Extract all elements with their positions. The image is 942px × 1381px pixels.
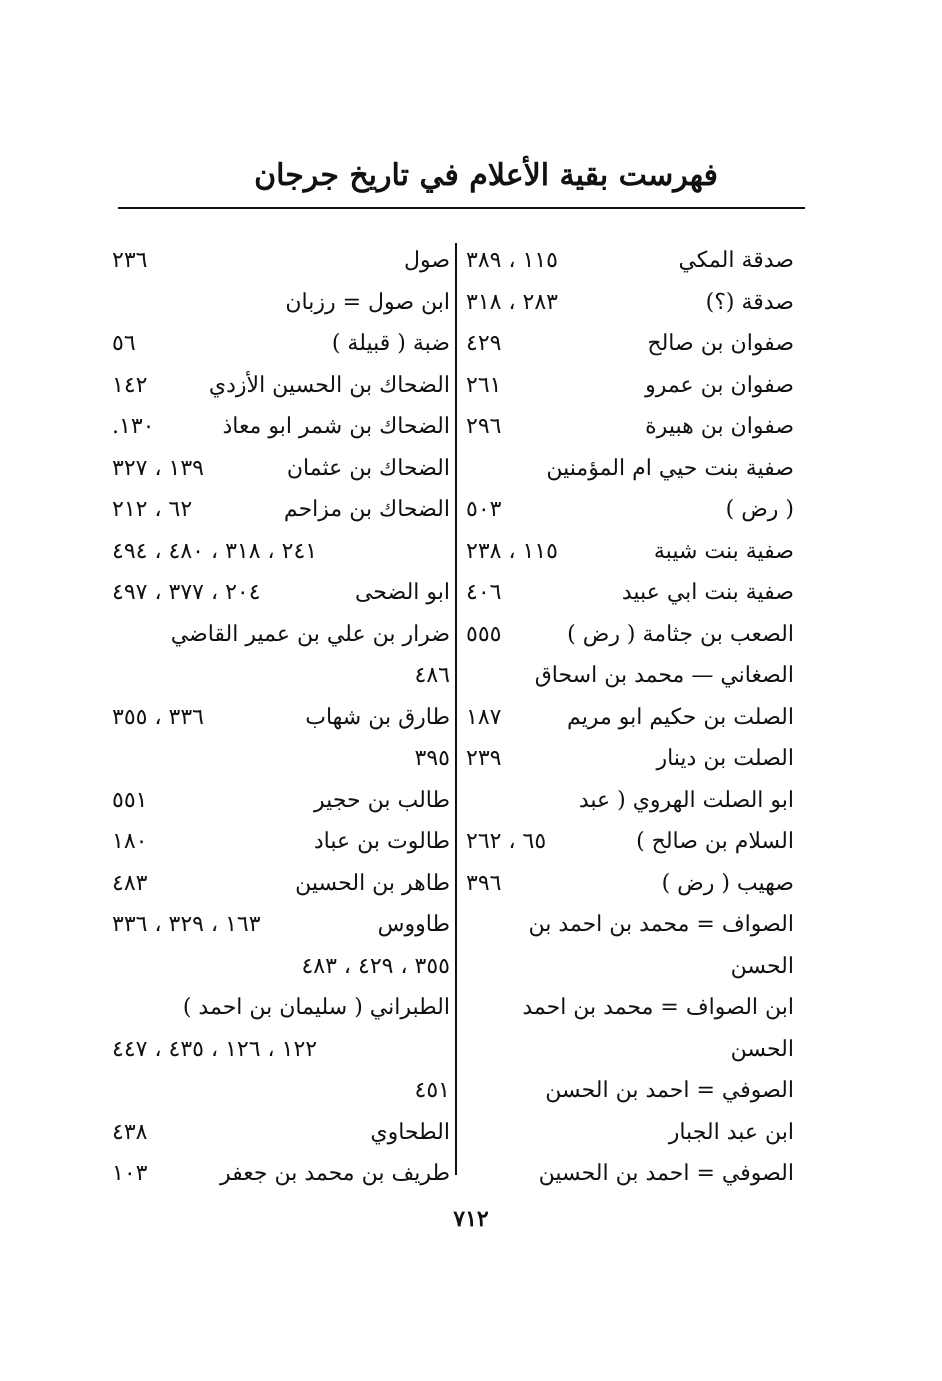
index-entry — [466, 697, 794, 739]
index-entry — [112, 987, 450, 1029]
index-entry — [466, 1029, 794, 1071]
entry-pages: ٦٥ ، ٢٦٢ — [466, 829, 547, 854]
index-entry — [112, 323, 450, 365]
entry-pages: ٢٣٩ — [466, 746, 502, 771]
entry-name: الطبراني ( سليمان بن احمد ) — [182, 995, 450, 1020]
entry-pages: ١١٥ ، ٢٣٨ — [466, 538, 558, 564]
entry-name: الضحاك بن شمر ابو معاذ — [222, 414, 450, 439]
entry-name: طالوت بن عباد — [313, 829, 450, 854]
entry-pages: ١٨٠ — [112, 829, 148, 854]
column-separator — [455, 243, 457, 1175]
entry-pages: ١٣٠. — [112, 414, 155, 439]
page-title: فهرست بقية الأعلام في تاريخ جرجان — [254, 158, 718, 193]
entry-pages: ٤٣٨ — [112, 1119, 148, 1145]
entry-name: ابن صول = رزبان — [285, 289, 450, 315]
index-entry — [112, 572, 450, 614]
entry-name: ضبة ( قبيلة ) — [331, 331, 450, 356]
entry-name: الصوفي = احمد بن الحسن — [545, 1078, 794, 1103]
index-entry — [112, 821, 450, 863]
entry-pages: ٢٨٣ ، ٣١٨ — [466, 289, 558, 315]
entry-pages: ٤٠٦ — [466, 580, 502, 605]
entry-name: الصواف = محمد بن احمد بن — [528, 912, 794, 937]
index-entry — [112, 1153, 450, 1195]
entry-name: صفية بنت شيبة — [653, 538, 794, 564]
entry-name: طاهر بن الحسين — [295, 870, 450, 896]
entry-pages: ٥٥٥ — [466, 621, 502, 647]
index-entry — [466, 1070, 794, 1112]
entry-pages: ١٢٢ ، ١٢٦ ، ٤٣٥ ، ٤٤٧ — [112, 1036, 318, 1062]
entry-name: ابو الضحى — [354, 580, 450, 605]
index-entry — [112, 1029, 450, 1071]
index-entry — [466, 323, 794, 365]
index-entry — [466, 572, 794, 614]
entry-name: طالب بن حجير — [314, 787, 450, 813]
header-rule — [118, 207, 805, 209]
entry-name: الصوفي = احمد بن الحسين — [538, 1161, 794, 1186]
index-entry — [112, 946, 450, 988]
entry-pages: ١٨٧ — [466, 704, 502, 730]
entry-name: ٣٩٥ — [414, 746, 450, 771]
entry-name: صفية بنت حيي ام المؤمنين — [546, 455, 794, 481]
index-entry — [112, 904, 450, 946]
entry-pages: ٣٩٦ — [466, 870, 502, 896]
entry-name: ضرار بن علي بن عمير القاضي — [170, 621, 450, 647]
entry-name: طارق بن شهاب — [305, 704, 450, 730]
index-entry — [466, 946, 794, 988]
entry-name: الضحاك بن مزاحم — [283, 497, 450, 522]
entry-name: الصعب بن جثامة ( رض ) — [567, 621, 794, 647]
entry-name: صول — [403, 248, 450, 273]
index-entry — [112, 489, 450, 531]
index-entry — [112, 614, 450, 656]
entry-name: صهيب ( رض ) — [661, 870, 794, 896]
index-entry — [466, 614, 794, 656]
entry-name: السلام بن صالح ) — [636, 829, 794, 854]
entry-pages: ٥٠٣ — [466, 497, 502, 522]
index-entry — [112, 240, 450, 282]
entry-pages: ٤٢٩ — [466, 331, 502, 356]
entry-name: الضحاك بن الحسين الأزدي — [208, 372, 450, 398]
index-entry — [466, 448, 794, 490]
index-entry — [112, 738, 450, 780]
index-entry — [466, 738, 794, 780]
entry-pages: ٢٤١ ، ٣١٨ ، ٤٨٠ ، ٤٩٤ — [112, 538, 318, 564]
entry-name: ٤٥١ — [414, 1078, 450, 1103]
index-entry — [112, 780, 450, 822]
index-entry — [466, 240, 794, 282]
entry-name: الصلت بن دينار — [656, 746, 794, 771]
index-entry — [466, 1112, 794, 1154]
index-entry — [466, 987, 794, 1029]
entry-name: صدقة (؟) — [705, 289, 794, 315]
entry-pages: ٣٣٦ ، ٣٥٥ — [112, 704, 204, 730]
entry-name: صفوان بن هبيرة — [645, 414, 794, 439]
index-entry — [112, 406, 450, 448]
index-entry — [466, 365, 794, 407]
entry-name: الضحاك بن عثمان — [286, 455, 450, 481]
entry-name: الصغاني — محمد بن اسحاق — [534, 663, 794, 688]
index-entry — [112, 1112, 450, 1154]
entry-pages: ١٤٢ — [112, 372, 148, 398]
entry-name: صفية بنت ابي عبيد — [621, 580, 794, 605]
entry-name: الطحاوي — [370, 1119, 450, 1145]
entry-pages: ١٠٣ — [112, 1161, 148, 1186]
entry-pages: ١٣٩ ، ٣٢٧ — [112, 455, 204, 481]
entry-pages: ٢٩٦ — [466, 414, 502, 439]
entry-name: طاووس — [377, 912, 450, 937]
index-entry — [112, 1070, 450, 1112]
entry-name: الحسن — [730, 953, 794, 979]
index-entry — [466, 904, 794, 946]
page-number: ٧١٢ — [453, 1206, 489, 1232]
index-entry — [112, 697, 450, 739]
entry-pages: ٢٣٦ — [112, 248, 148, 273]
entry-name: ( رض ) — [725, 497, 794, 522]
entry-pages: ١١٥ ، ٣٨٩ — [466, 248, 558, 273]
entry-pages: ٦٢ ، ٢١٢ — [112, 497, 193, 522]
index-entry — [466, 489, 794, 531]
index-entry — [466, 282, 794, 324]
index-column-right — [466, 240, 794, 1195]
entry-name: صفوان بن صالح — [647, 331, 794, 356]
entry-pages: ١٦٣ ، ٣٢٩ ، ٣٣٦ — [112, 912, 261, 937]
index-entry — [466, 531, 794, 573]
index-entry — [466, 863, 794, 905]
index-entry — [112, 863, 450, 905]
entry-pages: ٥٥١ — [112, 787, 148, 813]
entry-pages: ٥٦ — [112, 331, 136, 356]
entry-name: ابن الصواف = محمد بن احمد — [522, 995, 794, 1020]
entry-pages: ٤٨٣ — [112, 870, 148, 896]
index-entry — [466, 780, 794, 822]
entry-pages: ٢٠٤ ، ٣٧٧ ، ٤٩٧ — [112, 580, 261, 605]
entry-name: الحسن — [730, 1036, 794, 1062]
entry-name: ابو الصلت الهروي ( عبد — [578, 787, 794, 813]
index-entry — [466, 1153, 794, 1195]
entry-name: صدقة المكي — [678, 248, 794, 273]
index-entry — [112, 655, 450, 697]
entry-name: صفوان بن عمرو — [645, 372, 794, 398]
entry-name: ٣٥٥ ، ٤٢٩ ، ٤٨٣ — [301, 953, 450, 979]
entry-name: ٤٨٦ — [414, 663, 450, 688]
entry-name: ابن عبد الجبار — [668, 1119, 794, 1145]
index-entry — [112, 282, 450, 324]
index-column-left — [112, 240, 450, 1195]
entry-name: الصلت بن حكيم ابو مريم — [567, 704, 794, 730]
index-entry — [466, 821, 794, 863]
index-entry — [466, 655, 794, 697]
index-entry — [112, 448, 450, 490]
index-entry — [466, 406, 794, 448]
index-entry — [112, 365, 450, 407]
entry-pages: ٢٦١ — [466, 372, 502, 398]
index-entry — [112, 531, 450, 573]
entry-name: طريف بن محمد بن جعفر — [220, 1161, 450, 1186]
